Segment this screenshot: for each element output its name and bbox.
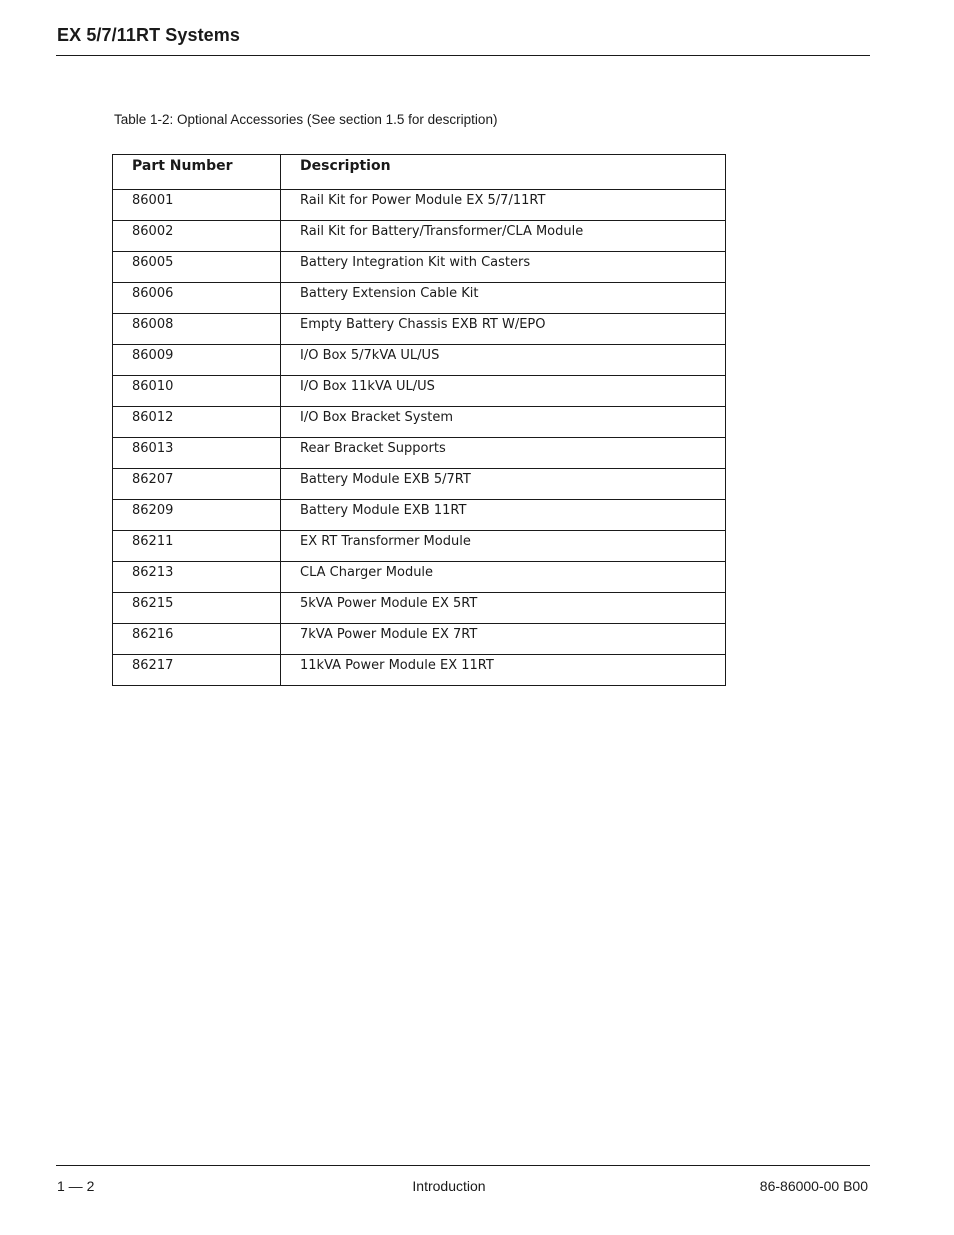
table-row [113,252,726,283]
table-row [113,438,726,469]
part-number-cell: 86207 [113,469,281,500]
description-cell: I/O Box Bracket System [281,407,726,438]
description-cell: Rail Kit for Power Module EX 5/7/11RT [281,190,726,221]
description-cell: Battery Extension Cable Kit [281,283,726,314]
table-row [113,531,726,562]
footer-document-id: 86-86000-00 B00 [759,1178,868,1194]
part-number-cell: 86009 [113,345,281,376]
table-row [113,221,726,252]
part-number-cell: 86005 [113,252,281,283]
table-row [113,500,726,531]
table-row [113,593,726,624]
column-header-part-number: Part Number [113,155,281,190]
table-row [113,624,726,655]
part-number-cell: 86217 [113,655,281,686]
part-number-cell: 86213 [113,562,281,593]
part-number-cell: 86209 [113,500,281,531]
part-number-cell: 86006 [113,283,281,314]
table-header-row [113,155,726,190]
part-number-cell: 86211 [113,531,281,562]
column-header-description: Description [281,155,726,190]
part-number-cell: 86215 [113,593,281,624]
table-row [113,655,726,686]
optional-accessories-table [112,154,726,686]
table-row [113,190,726,221]
description-cell: I/O Box 5/7kVA UL/US [281,345,726,376]
description-cell: Rear Bracket Supports [281,438,726,469]
description-cell: I/O Box 11kVA UL/US [281,376,726,407]
footer-divider [56,1165,870,1166]
description-cell: Battery Integration Kit with Casters [281,252,726,283]
part-number-cell: 86008 [113,314,281,345]
table-row [113,314,726,345]
table-row [113,407,726,438]
footer-section-name: Introduction [412,1178,486,1194]
description-cell: Battery Module EXB 11RT [281,500,726,531]
table-caption: Table 1-2: Optional Accessories (See section 1.5 for description) [114,112,498,127]
description-cell: Battery Module EXB 5/7RT [281,469,726,500]
table-row [113,562,726,593]
footer-page-number: 1 — 2 [57,1178,95,1194]
page-title: EX 5/7/11RT Systems [57,25,241,45]
table-body [113,190,726,686]
description-cell: CLA Charger Module [281,562,726,593]
table-row [113,283,726,314]
part-number-cell: 86013 [113,438,281,469]
description-cell: EX RT Transformer Module [281,531,726,562]
part-number-cell: 86010 [113,376,281,407]
table-row [113,469,726,500]
part-number-cell: 86002 [113,221,281,252]
description-cell: Empty Battery Chassis EXB RT W/EPO [281,314,726,345]
table-row [113,345,726,376]
description-cell: 5kVA Power Module EX 5RT [281,593,726,624]
part-number-cell: 86216 [113,624,281,655]
description-cell: 7kVA Power Module EX 7RT [281,624,726,655]
table-row [113,376,726,407]
part-number-cell: 86012 [113,407,281,438]
header-divider [56,55,870,56]
description-cell: 11kVA Power Module EX 11RT [281,655,726,686]
part-number-cell: 86001 [113,190,281,221]
description-cell: Rail Kit for Battery/Transformer/CLA Module [281,221,726,252]
